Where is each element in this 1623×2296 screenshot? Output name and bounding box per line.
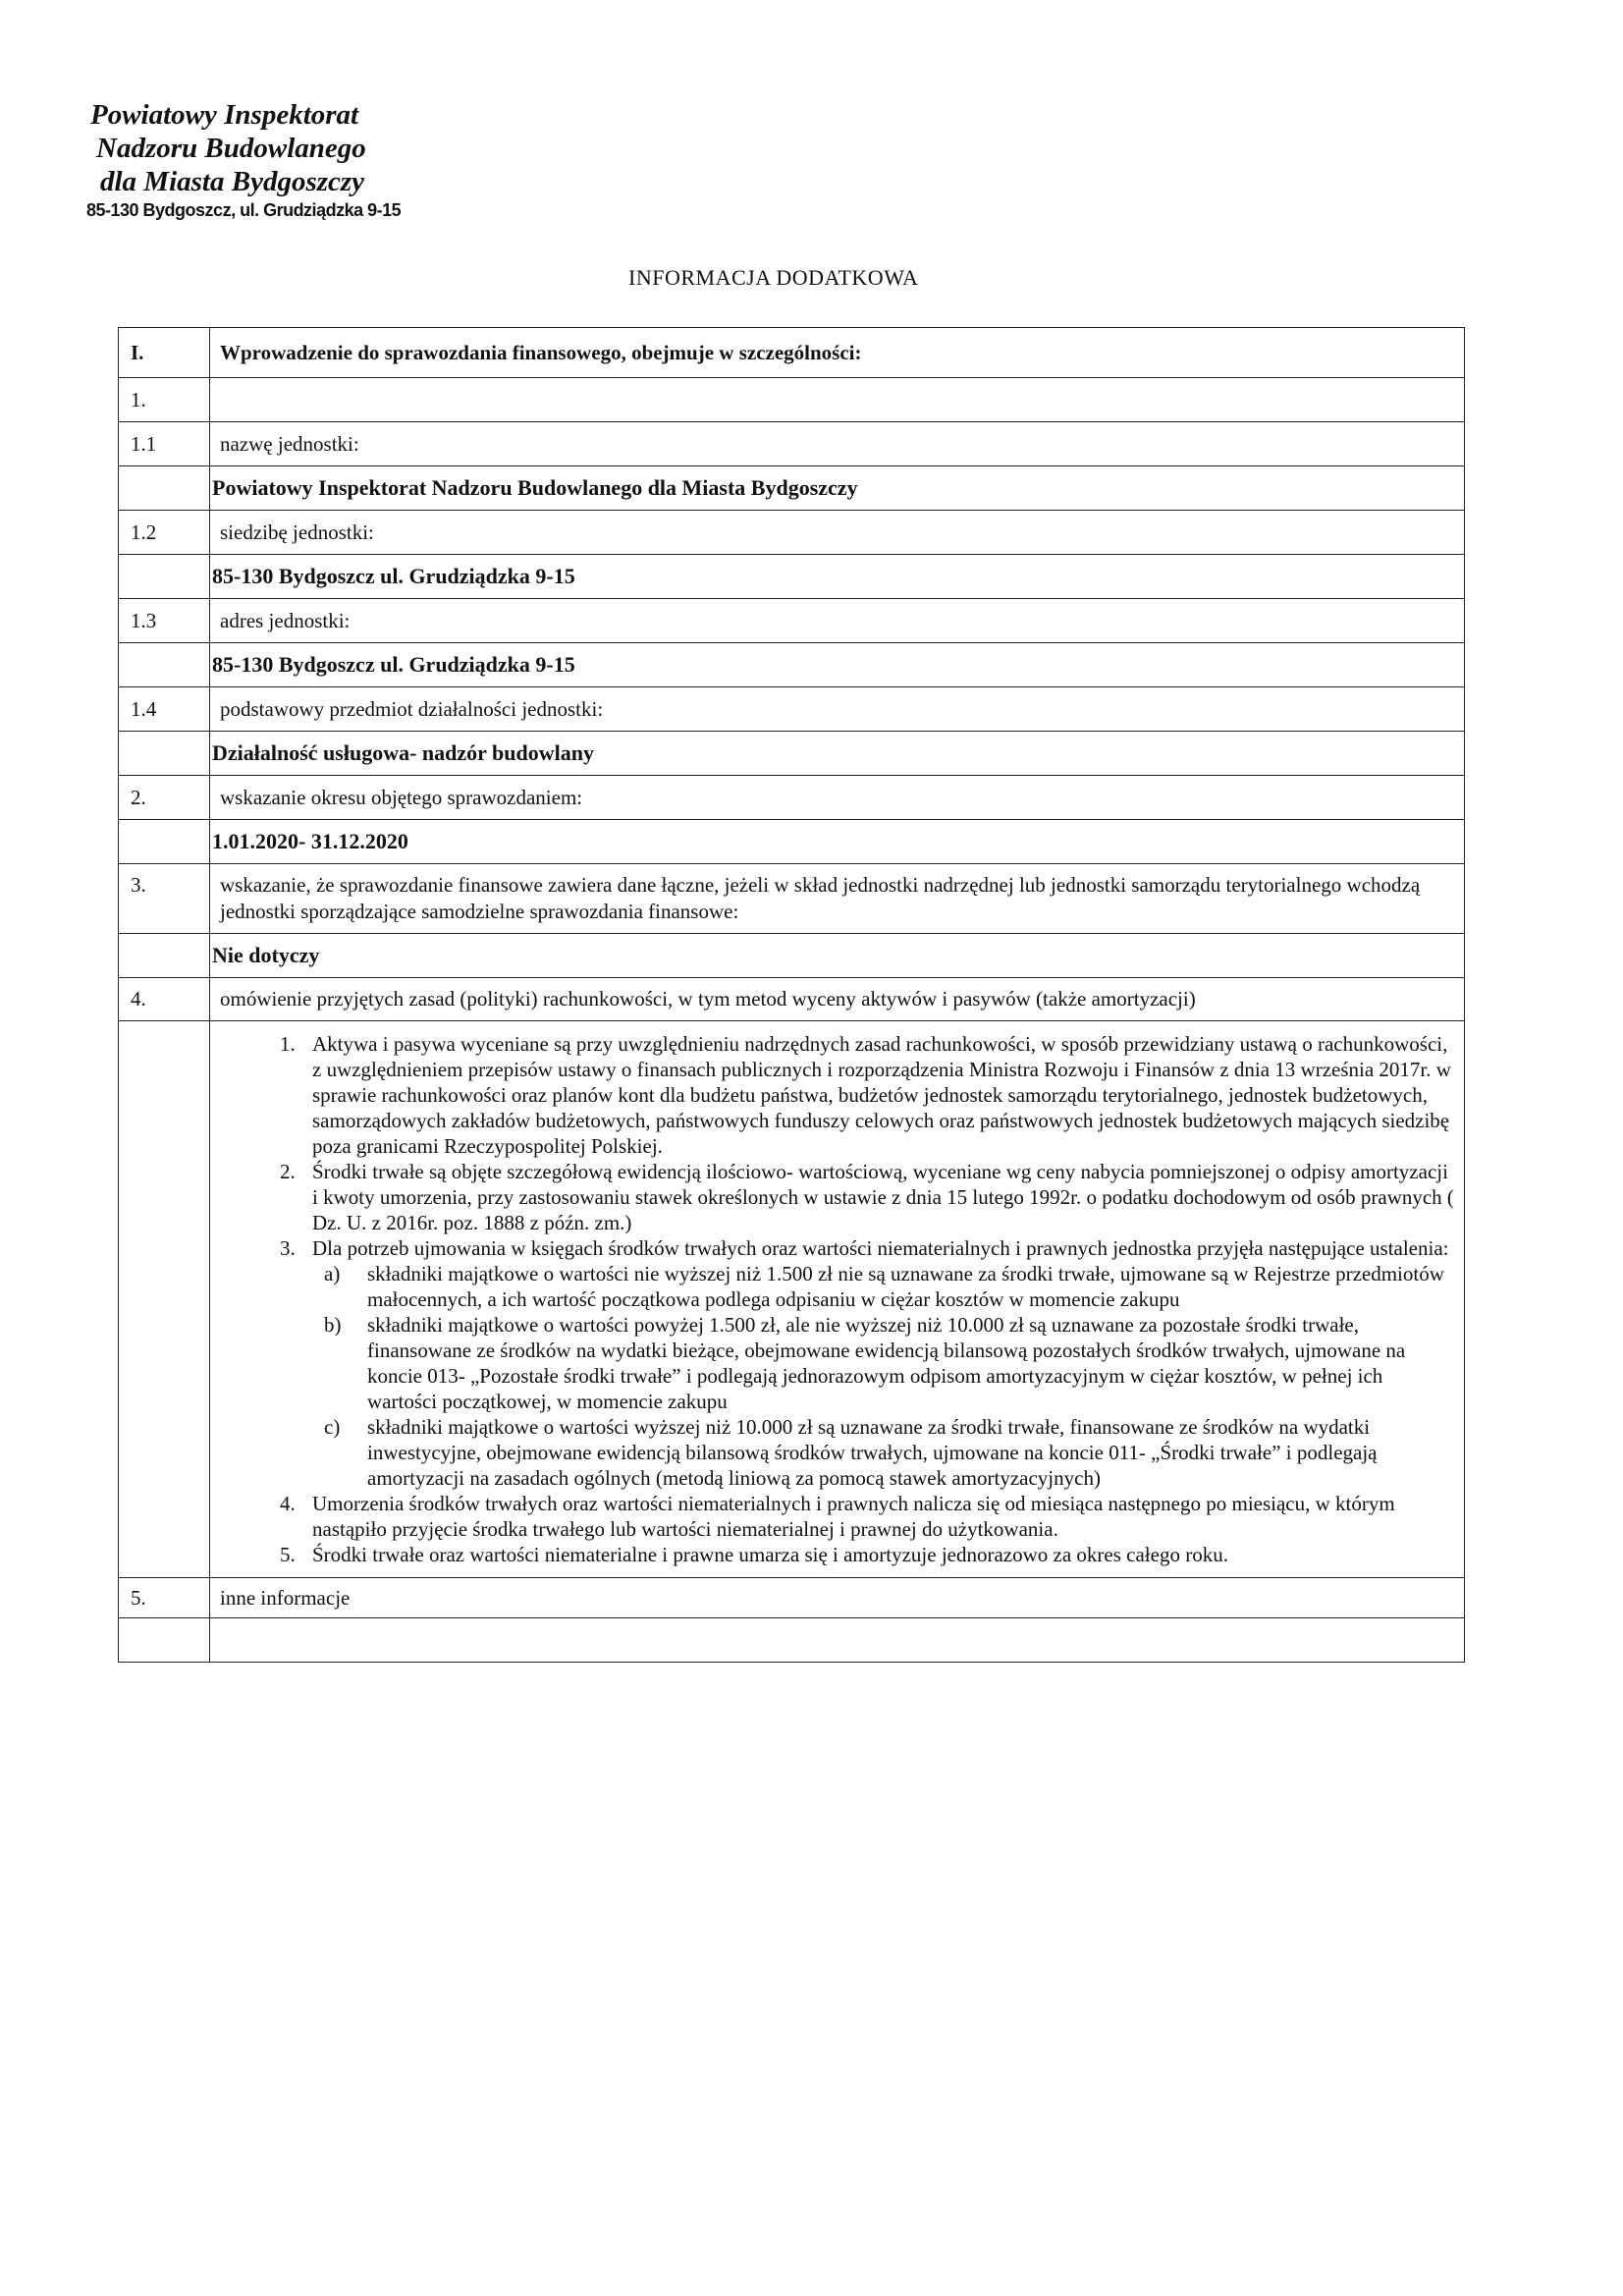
policy-point-3c: składniki majątkowe o wartości wyższej niż 10.000 zł są uznawane za środki trwałe, finansowane ze środków na wydatki inwestycyjne, obejmowane ewidencją bilansową środków trwałych, ujmowane na koncie 011- „Środki trwałe” i podlegają amortyzacji na zasadach ogólnych (metodą liniową za pomocą stawek amortyzacyjnych) bbox=[367, 1415, 1378, 1490]
empty-cell bbox=[119, 820, 210, 864]
stamp-address: 85-130 Bydgoszcz, ul. Grudziądzka 9-15 bbox=[86, 200, 402, 220]
table-row bbox=[119, 776, 1465, 820]
row-number: 5. bbox=[119, 1578, 210, 1618]
sub-marker: b) bbox=[324, 1313, 342, 1337]
policy-point-3a: składniki majątkowe o wartości nie wyższej niż 1.500 zł nie są uznawane za środki trwałe, ujmowane są w Rejestrze przedmiotów małocennych, a ich wartość początkowa podlega odpisaniu w ciężar kosztów w momencie zakupu bbox=[367, 1262, 1444, 1311]
table-row bbox=[119, 1618, 1465, 1663]
table-row bbox=[119, 1021, 1465, 1578]
empty-cell bbox=[119, 732, 210, 776]
section-number: I. bbox=[119, 328, 210, 378]
address-value: 85-130 Bydgoszcz ul. Grudziądzka 9-15 bbox=[210, 643, 1465, 687]
list-item bbox=[300, 1542, 1454, 1567]
policy-point-5: Środki trwałe oraz wartości niematerialne i prawne umarza się i amortyzuje jednorazowo za okres całego roku. bbox=[312, 1543, 1228, 1566]
table-row bbox=[119, 422, 1465, 466]
seat-value: 85-130 Bydgoszcz ul. Grudziądzka 9-15 bbox=[210, 555, 1465, 599]
sub-marker: a) bbox=[324, 1262, 341, 1285]
policy-sublist bbox=[312, 1261, 1454, 1491]
row-label: adres jednostki: bbox=[210, 599, 1465, 643]
list-item bbox=[312, 1261, 1454, 1312]
information-table bbox=[118, 327, 1465, 1663]
row-number: 4. bbox=[119, 978, 210, 1021]
policy-point-1: Aktywa i pasywa wyceniane są przy uwzględnieniu nadrzędnych zasad rachunkowości, w sposób przewidziany ustawą o rachunkowości, z uwzględnieniem przepisów ustawy o finansach publicznych i rozporządzenia Ministra Rozwoju i Finansów z dnia 13 września 2017r. w sprawie rachunkowości oraz planów kont dla budżetu państwa, budżetów jednostek samorządu terytorialnego, jednostek budżetowych, samorządowych zakładów budżetowych, państwowych funduszy celowych oraz państwowych jednostek budżetowych mających siedzibę poza granicami Rzeczypospolitej Polskiej. bbox=[312, 1032, 1451, 1158]
policy-point-3b: składniki majątkowe o wartości powyżej 1.500 zł, ale nie wyższej niż 10.000 zł są uznawane za pozostałe środki trwałe, finansowane ze środków na wydatki bieżące, obejmowane ewidencją bilansową pozostałych środków trwałych, ujmowane na koncie 013- „Pozostałe środki trwałe” i podlegają jednorazowym odpisom amortyzacyjnym w ciężar kosztów, w pełnej ich wartości początkowej, w momencie zakupu bbox=[367, 1313, 1406, 1413]
empty-cell bbox=[119, 1618, 210, 1663]
document-title: INFORMACJA DODATKOWA bbox=[628, 265, 919, 290]
empty-cell bbox=[119, 934, 210, 978]
table-row bbox=[119, 378, 1465, 422]
institution-stamp bbox=[86, 98, 479, 221]
stamp-line-3: dla Miasta Bydgoszczy bbox=[100, 166, 365, 197]
row-number: 1.1 bbox=[119, 422, 210, 466]
row-number: 1.4 bbox=[119, 687, 210, 732]
row-label: wskazanie, że sprawozdanie finansowe zawiera dane łączne, jeżeli w skład jednostki nadrzędnej lub jednostki samorządu terytorialnego wchodzą jednostki sporządzające samodzielne sprawozdania finansowe: bbox=[210, 864, 1465, 934]
period-value: 1.01.2020- 31.12.2020 bbox=[210, 820, 1465, 864]
table-row bbox=[119, 555, 1465, 599]
table-row bbox=[119, 687, 1465, 732]
row-label: inne informacje bbox=[210, 1578, 1465, 1618]
table-row bbox=[119, 466, 1465, 511]
policy-point-2: Środki trwałe są objęte szczegółową ewidencją ilościowo- wartościową, wyceniane wg ceny nabycia pomniejszonej o odpisy amortyzacji i kwoty umorzenia, przy zastosowaniu stawek określonych w ustawie z dnia 15 lutego 1992r. o podatku dochodowym od osób prawnych ( Dz. U. z 2016r. poz. 1888 z późn. zm.) bbox=[312, 1160, 1454, 1234]
table-row bbox=[119, 511, 1465, 555]
list-item bbox=[312, 1312, 1454, 1414]
row-number: 1.3 bbox=[119, 599, 210, 643]
table-row bbox=[119, 864, 1465, 934]
sub-marker: c) bbox=[324, 1415, 341, 1439]
row-number: 2. bbox=[119, 776, 210, 820]
policy-point-4: Umorzenia środków trwałych oraz wartości niematerialnych i prawnych nalicza się od miesiąca następnego po miesiącu, w którym nastąpiło przyjęcie środka trwałego lub wartości niematerialnej i prawnej do użytkowania. bbox=[312, 1492, 1395, 1541]
empty-cell bbox=[119, 466, 210, 511]
policy-point-3: Dla potrzeb ujmowania w księgach środków trwałych oraz wartości niematerialnych i prawnych jednostka przyjęła następujące ustalenia: bbox=[312, 1236, 1449, 1260]
row-number: 1. bbox=[119, 378, 210, 422]
table-row bbox=[119, 328, 1465, 378]
accounting-policy-cell bbox=[210, 1021, 1465, 1578]
empty-cell bbox=[210, 1618, 1465, 1663]
table-row bbox=[119, 599, 1465, 643]
row-label: podstawowy przedmiot działalności jednostki: bbox=[210, 687, 1465, 732]
row-number: 3. bbox=[119, 864, 210, 934]
row-label: nazwę jednostki: bbox=[210, 422, 1465, 466]
empty-cell bbox=[210, 378, 1465, 422]
row-number: 1.2 bbox=[119, 511, 210, 555]
table-row bbox=[119, 1578, 1465, 1618]
table-row bbox=[119, 820, 1465, 864]
empty-cell bbox=[119, 1021, 210, 1578]
row-label: wskazanie okresu objętego sprawozdaniem: bbox=[210, 776, 1465, 820]
list-item bbox=[300, 1159, 1454, 1235]
table-row bbox=[119, 934, 1465, 978]
list-item bbox=[300, 1031, 1454, 1159]
list-item bbox=[300, 1235, 1454, 1491]
list-item bbox=[312, 1414, 1454, 1491]
row-label: omówienie przyjętych zasad (polityki) rachunkowości, w tym metod wyceny aktywów i pasywów (także amortyzacji) bbox=[210, 978, 1465, 1021]
policy-list bbox=[210, 1031, 1454, 1567]
stamp-line-2: Nadzoru Budowlanego bbox=[96, 133, 366, 164]
combined-data-value: Nie dotyczy bbox=[210, 934, 1465, 978]
row-label: siedzibę jednostki: bbox=[210, 511, 1465, 555]
empty-cell bbox=[119, 643, 210, 687]
unit-name-value: Powiatowy Inspektorat Nadzoru Budowlanego dla Miasta Bydgoszczy bbox=[210, 466, 1465, 511]
table-row bbox=[119, 978, 1465, 1021]
activity-value: Działalność usługowa- nadzór budowlany bbox=[210, 732, 1465, 776]
table-row bbox=[119, 732, 1465, 776]
list-item bbox=[300, 1491, 1454, 1542]
empty-cell bbox=[119, 555, 210, 599]
stamp-line-1: Powiatowy Inspektorat bbox=[90, 99, 359, 131]
section-heading: Wprowadzenie do sprawozdania finansowego, obejmuje w szczególności: bbox=[210, 328, 1465, 378]
table-row bbox=[119, 643, 1465, 687]
